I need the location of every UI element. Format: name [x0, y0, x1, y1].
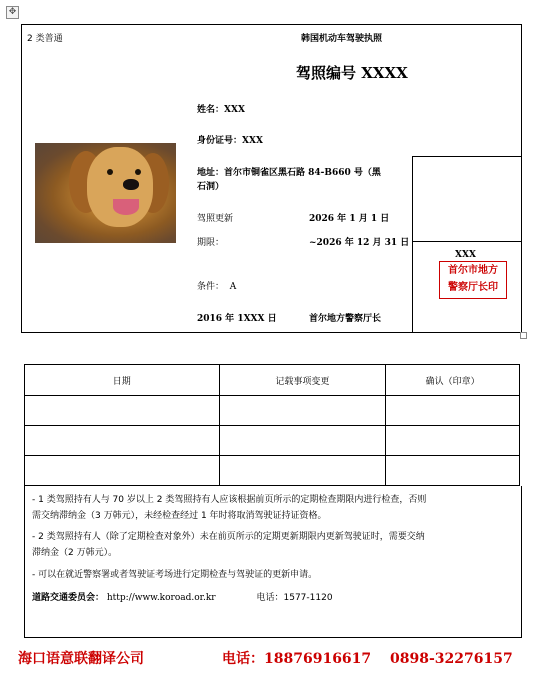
issue-date: 2016 年 1XXX 日 — [197, 314, 277, 324]
footer-phone-2: 0898-32276157 — [390, 651, 513, 667]
table-header-row — [25, 365, 520, 396]
footer-phone-label: 电话： — [222, 651, 264, 667]
official-stamp — [439, 261, 507, 299]
holder-address-line1: 地址：首尔市铜雀区黑石路 84-B660 号（黑 — [197, 168, 381, 178]
dog-photo — [35, 143, 176, 243]
issuer: 首尔地方警察厅长 — [309, 314, 382, 324]
card-title: 韩国机动车驾驶执照 — [301, 34, 383, 44]
table-cell[interactable] — [219, 456, 386, 486]
header-changes: 记载事项变更 — [219, 365, 386, 396]
table-cell[interactable] — [25, 456, 220, 486]
condition: 条件： A — [197, 282, 237, 292]
period-label: 期限： — [197, 238, 225, 248]
header-date: 日期 — [25, 365, 220, 396]
renewal-date: 2026 年 1 月 1 日 — [309, 214, 390, 224]
committee-label: 道路交通委员会： — [32, 593, 105, 603]
holder-id: 身份证号：XXX — [197, 136, 263, 146]
committee-url[interactable]: http://www.koroad.or.kr — [106, 593, 216, 603]
stamp-line1: 首尔市地方 — [448, 265, 498, 276]
holder-name: 姓名：XXX — [197, 105, 245, 115]
signature-name: XXX — [455, 250, 476, 260]
footer-phone-1: 18876916617 — [264, 651, 372, 667]
note-3: - 可以在就近警察署或者驾驶证考场进行定期检查与驾驶证的更新申请。 — [32, 570, 318, 580]
record-table — [24, 364, 520, 486]
note-2-line1: - 2 类驾照持有人（除了定期检查对象外）未在前页所示的定期更新期限内更新驾驶证时，需要交纳 — [32, 532, 425, 542]
table-cell[interactable] — [386, 456, 520, 486]
table-cell[interactable] — [219, 396, 386, 426]
seal-box — [412, 156, 521, 332]
committee-phone: 电话：1577-1120 — [256, 593, 333, 603]
license-number: 驾照编号 XXXX — [296, 64, 408, 82]
notes-box — [24, 486, 522, 638]
license-class: 2 类普通 — [27, 34, 63, 44]
header-confirm: 确认（印章） — [386, 365, 520, 396]
move-icon[interactable]: ✥ — [6, 6, 19, 19]
table-cell[interactable] — [25, 426, 220, 456]
note-2-line2: 滞纳金（2 万韩元）。 — [32, 548, 118, 558]
table-row — [25, 426, 520, 456]
table-row — [25, 396, 520, 426]
note-1-line2: 需交纳滞纳金（3 万韩元），未经检查经过 1 年时将取消驾驶证持证资格。 — [32, 511, 327, 521]
table-cell[interactable] — [25, 396, 220, 426]
holder-address-line2: 石洞） — [197, 182, 225, 192]
resize-handle[interactable] — [520, 332, 527, 339]
table-row — [25, 456, 520, 486]
table-cell[interactable] — [386, 396, 520, 426]
footer-company: 海口语意联翻译公司 — [18, 651, 144, 667]
period-value: ~2026 年 12 月 31 日 — [309, 238, 410, 248]
table-cell[interactable] — [386, 426, 520, 456]
stamp-line2: 警察厅长印 — [448, 282, 498, 293]
renewal-label: 驾照更新 — [197, 214, 234, 224]
table-cell[interactable] — [219, 426, 386, 456]
note-1-line1: - 1 类驾照持有人与 70 岁以上 2 类驾照持有人应该根据前页所示的定期检查期限内进行检查，否则 — [32, 495, 427, 505]
